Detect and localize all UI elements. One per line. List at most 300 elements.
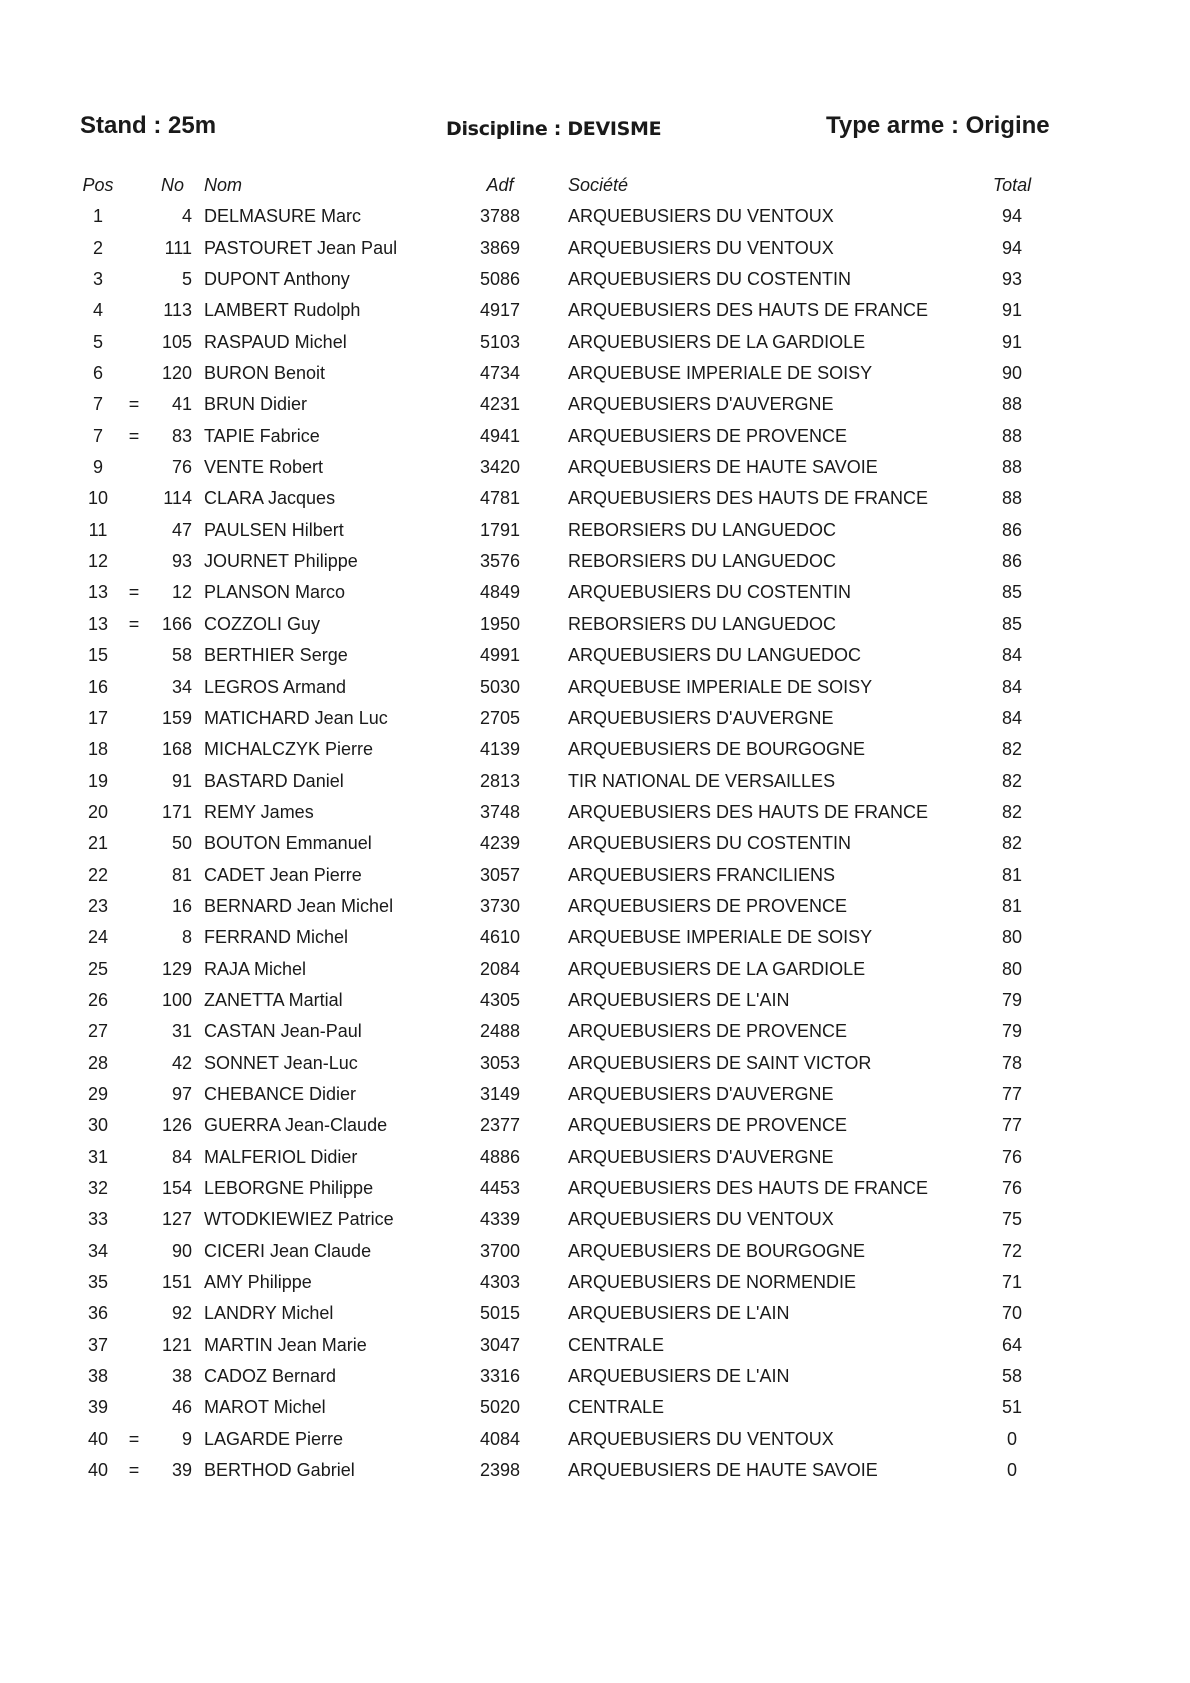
cell-total: 84 bbox=[1001, 676, 1023, 697]
cell-total: 77 bbox=[1001, 1083, 1023, 1104]
column-header-total: Total bbox=[992, 175, 1032, 195]
cell-societe: ARQUEBUSIERS FRANCILIENS bbox=[568, 864, 836, 885]
cell-total: 82 bbox=[1001, 801, 1023, 822]
table-row bbox=[0, 1048, 1190, 1079]
cell-total: 75 bbox=[1001, 1209, 1023, 1230]
cell-nom: MARTIN Jean Marie bbox=[204, 1334, 367, 1355]
cell-tie-marker: = bbox=[128, 394, 140, 415]
cell-nom: DELMASURE Marc bbox=[204, 206, 362, 227]
cell-no: 42 bbox=[171, 1052, 192, 1073]
table-row bbox=[0, 546, 1190, 577]
cell-adf: 4991 bbox=[479, 645, 521, 666]
table-row bbox=[0, 609, 1190, 640]
cell-societe: ARQUEBUSIERS DES HAUTS DE FRANCE bbox=[568, 801, 929, 822]
cell-total: 76 bbox=[1001, 1178, 1023, 1198]
cell-societe: CENTRALE bbox=[568, 1334, 665, 1355]
cell-no: 159 bbox=[161, 707, 192, 728]
cell-no: 9 bbox=[181, 1428, 192, 1449]
cell-total: 51 bbox=[1001, 1397, 1023, 1418]
cell-no: 50 bbox=[171, 833, 192, 854]
cell-no: 100 bbox=[161, 989, 192, 1010]
cell-total: 58 bbox=[1001, 1366, 1023, 1387]
cell-societe: ARQUEBUSIERS D'AUVERGNE bbox=[568, 1146, 834, 1167]
cell-nom: MALFERIOL Didier bbox=[204, 1146, 358, 1167]
table-row bbox=[0, 734, 1190, 765]
cell-societe: REBORSIERS DU LANGUEDOC bbox=[568, 613, 837, 634]
cell-adf: 5086 bbox=[479, 269, 521, 290]
cell-societe: REBORSIERS DU LANGUEDOC bbox=[568, 551, 837, 572]
cell-adf: 4305 bbox=[479, 989, 521, 1010]
table-row bbox=[0, 389, 1190, 420]
cell-nom: TAPIE Fabrice bbox=[204, 425, 320, 446]
weapon-type-title: Type arme : Origine bbox=[826, 112, 1050, 139]
cell-adf: 2398 bbox=[479, 1460, 521, 1481]
cell-no: 120 bbox=[161, 363, 192, 384]
cell-total: 80 bbox=[1001, 927, 1023, 948]
cell-total: 86 bbox=[1001, 551, 1023, 572]
table-row bbox=[0, 1204, 1190, 1235]
cell-no: 83 bbox=[171, 425, 192, 446]
cell-pos: 21 bbox=[87, 833, 109, 854]
cell-no: 81 bbox=[171, 864, 192, 885]
cell-adf: 5030 bbox=[479, 676, 521, 697]
cell-societe: ARQUEBUSIERS D'AUVERGNE bbox=[568, 1083, 834, 1104]
cell-adf: 1791 bbox=[479, 519, 521, 540]
cell-societe: ARQUEBUSIERS D'AUVERGNE bbox=[568, 394, 834, 415]
cell-no: 76 bbox=[171, 457, 192, 478]
table-row bbox=[0, 295, 1190, 326]
cell-adf: 3420 bbox=[479, 457, 521, 478]
cell-no: 113 bbox=[163, 300, 192, 321]
cell-societe: ARQUEBUSIERS DU VENTOUX bbox=[568, 1209, 834, 1230]
cell-pos: 12 bbox=[87, 551, 109, 572]
cell-pos: 24 bbox=[87, 927, 109, 948]
cell-adf: 4084 bbox=[479, 1428, 521, 1449]
cell-societe: ARQUEBUSIERS DE BOURGOGNE bbox=[568, 739, 866, 760]
table-row bbox=[0, 703, 1190, 734]
cell-adf: 5015 bbox=[479, 1303, 521, 1324]
cell-total: 82 bbox=[1001, 739, 1023, 760]
cell-pos: 4 bbox=[92, 300, 103, 321]
cell-nom: COZZOLI Guy bbox=[204, 613, 321, 634]
cell-adf: 3047 bbox=[479, 1334, 521, 1355]
cell-no: 47 bbox=[171, 519, 192, 540]
cell-total: 81 bbox=[1001, 895, 1023, 916]
cell-nom: LEGROS Armand bbox=[204, 676, 347, 697]
cell-pos: 11 bbox=[88, 519, 108, 540]
cell-nom: MICHALCZYK Pierre bbox=[204, 739, 374, 760]
cell-adf: 1950 bbox=[479, 613, 521, 634]
cell-nom: BERTHOD Gabriel bbox=[204, 1460, 355, 1481]
cell-nom: BERNARD Jean Michel bbox=[204, 895, 394, 916]
cell-total: 82 bbox=[1001, 833, 1023, 854]
cell-nom: PASTOURET Jean Paul bbox=[204, 237, 398, 258]
table-row bbox=[0, 640, 1190, 671]
cell-adf: 2705 bbox=[479, 707, 521, 728]
cell-nom: BRUN Didier bbox=[204, 394, 308, 415]
cell-adf: 4734 bbox=[479, 363, 521, 384]
cell-nom: CADOZ Bernard bbox=[204, 1366, 337, 1387]
table-row bbox=[0, 1424, 1190, 1455]
cell-total: 0 bbox=[1006, 1460, 1017, 1481]
cell-societe: ARQUEBUSIERS DE L'AIN bbox=[568, 989, 790, 1010]
cell-adf: 4231 bbox=[479, 394, 521, 415]
cell-pos: 30 bbox=[87, 1115, 109, 1136]
cell-societe: ARQUEBUSIERS DE PROVENCE bbox=[568, 895, 848, 916]
table-row bbox=[0, 1455, 1190, 1486]
cell-total: 71 bbox=[1001, 1272, 1023, 1293]
cell-nom: LANDRY Michel bbox=[204, 1303, 334, 1324]
table-row bbox=[0, 1298, 1190, 1329]
cell-total: 81 bbox=[1001, 864, 1023, 885]
table-row bbox=[0, 233, 1190, 264]
cell-no: 38 bbox=[171, 1366, 192, 1387]
column-header-no: No bbox=[160, 175, 184, 195]
cell-total: 82 bbox=[1001, 770, 1023, 791]
cell-nom: BURON Benoit bbox=[204, 363, 326, 384]
cell-societe: REBORSIERS DU LANGUEDOC bbox=[568, 519, 837, 540]
cell-nom: CADET Jean Pierre bbox=[204, 864, 362, 885]
cell-no: 166 bbox=[161, 613, 192, 634]
column-header-nom: Nom bbox=[204, 175, 243, 195]
cell-nom: FERRAND Michel bbox=[204, 927, 349, 948]
cell-adf: 4917 bbox=[479, 300, 521, 321]
cell-adf: 3748 bbox=[479, 801, 521, 822]
cell-societe: ARQUEBUSIERS DU LANGUEDOC bbox=[568, 645, 862, 666]
cell-total: 85 bbox=[1001, 613, 1023, 634]
cell-societe: CENTRALE bbox=[568, 1397, 665, 1418]
cell-no: 154 bbox=[161, 1178, 192, 1198]
cell-pos: 31 bbox=[87, 1146, 109, 1167]
cell-total: 78 bbox=[1001, 1052, 1023, 1073]
cell-no: 91 bbox=[171, 770, 192, 791]
cell-nom: WTODKIEWIEZ Patrice bbox=[204, 1209, 394, 1230]
cell-societe: ARQUEBUSIERS DU COSTENTIN bbox=[568, 582, 852, 603]
cell-nom: MAROT Michel bbox=[204, 1397, 326, 1418]
cell-societe: ARQUEBUSIERS DU VENTOUX bbox=[568, 206, 834, 227]
table-row bbox=[0, 577, 1190, 608]
table-row bbox=[0, 922, 1190, 953]
cell-societe: TIR NATIONAL DE VERSAILLES bbox=[568, 770, 836, 791]
cell-adf: 3149 bbox=[479, 1083, 521, 1104]
cell-total: 70 bbox=[1001, 1303, 1023, 1324]
cell-pos: 40 bbox=[87, 1428, 109, 1449]
cell-adf: 2813 bbox=[479, 770, 521, 791]
cell-nom: CLARA Jacques bbox=[204, 488, 336, 509]
cell-tie-marker: = bbox=[128, 1428, 140, 1449]
cell-societe: ARQUEBUSIERS DE BOURGOGNE bbox=[568, 1240, 866, 1261]
table-row bbox=[0, 483, 1190, 514]
cell-nom: LAMBERT Rudolph bbox=[204, 300, 361, 321]
column-header-pos: Pos bbox=[82, 175, 114, 195]
cell-no: 31 bbox=[171, 1021, 192, 1042]
cell-total: 84 bbox=[1001, 707, 1023, 728]
cell-total: 90 bbox=[1001, 363, 1023, 384]
cell-total: 76 bbox=[1001, 1146, 1023, 1167]
cell-no: 127 bbox=[161, 1209, 192, 1230]
cell-nom: AMY Philippe bbox=[204, 1272, 312, 1293]
cell-pos: 28 bbox=[87, 1052, 109, 1073]
cell-no: 92 bbox=[171, 1303, 192, 1324]
table-row bbox=[0, 358, 1190, 389]
cell-adf: 5020 bbox=[479, 1397, 521, 1418]
cell-adf: 2377 bbox=[479, 1115, 521, 1136]
cell-pos: 26 bbox=[87, 989, 109, 1010]
cell-societe: ARQUEBUSIERS DES HAUTS DE FRANCE bbox=[568, 488, 929, 509]
cell-pos: 13 bbox=[87, 613, 109, 634]
cell-pos: 10 bbox=[87, 488, 109, 509]
cell-nom: REMY James bbox=[204, 801, 314, 822]
cell-no: 84 bbox=[171, 1146, 192, 1167]
cell-nom: BOUTON Emmanuel bbox=[204, 833, 372, 854]
cell-no: 151 bbox=[161, 1272, 192, 1293]
cell-societe: ARQUEBUSIERS DU COSTENTIN bbox=[568, 269, 852, 290]
cell-total: 91 bbox=[1001, 300, 1023, 321]
cell-pos: 2 bbox=[92, 237, 103, 258]
cell-adf: 3869 bbox=[479, 237, 521, 258]
cell-pos: 40 bbox=[87, 1460, 109, 1481]
cell-societe: ARQUEBUSE IMPERIALE DE SOISY bbox=[568, 927, 873, 948]
cell-nom: CASTAN Jean-Paul bbox=[204, 1021, 362, 1042]
cell-tie-marker: = bbox=[128, 582, 140, 603]
cell-total: 86 bbox=[1001, 519, 1023, 540]
cell-nom: RAJA Michel bbox=[204, 958, 307, 979]
cell-pos: 38 bbox=[87, 1366, 109, 1387]
cell-adf: 4941 bbox=[479, 425, 521, 446]
cell-adf: 3057 bbox=[479, 864, 521, 885]
table-row bbox=[0, 201, 1190, 232]
cell-adf: 4339 bbox=[479, 1209, 521, 1230]
table-row bbox=[0, 891, 1190, 922]
table-row bbox=[0, 985, 1190, 1016]
cell-adf: 3700 bbox=[479, 1240, 521, 1261]
table-row bbox=[0, 1142, 1190, 1173]
cell-tie-marker: = bbox=[128, 1460, 140, 1481]
cell-adf: 3788 bbox=[479, 206, 521, 227]
cell-adf: 4239 bbox=[479, 833, 521, 854]
cell-pos: 15 bbox=[87, 645, 109, 666]
cell-adf: 3730 bbox=[479, 895, 521, 916]
cell-pos: 23 bbox=[87, 895, 109, 916]
table-row bbox=[0, 1330, 1190, 1361]
cell-pos: 35 bbox=[87, 1272, 109, 1293]
cell-total: 72 bbox=[1001, 1240, 1023, 1261]
cell-societe: ARQUEBUSIERS DE NORMENDIE bbox=[568, 1272, 857, 1293]
cell-pos: 36 bbox=[87, 1303, 109, 1324]
cell-pos: 27 bbox=[87, 1021, 109, 1042]
cell-no: 111 bbox=[164, 237, 192, 258]
results-table bbox=[0, 170, 1190, 1486]
cell-societe: ARQUEBUSIERS DES HAUTS DE FRANCE bbox=[568, 300, 929, 321]
cell-adf: 4303 bbox=[479, 1272, 521, 1293]
cell-pos: 18 bbox=[87, 739, 109, 760]
cell-nom: LEBORGNE Philippe bbox=[204, 1178, 374, 1198]
cell-total: 79 bbox=[1001, 1021, 1023, 1042]
cell-pos: 1 bbox=[92, 206, 103, 227]
cell-pos: 16 bbox=[87, 676, 109, 697]
cell-no: 41 bbox=[171, 394, 192, 415]
cell-pos: 7 bbox=[92, 394, 103, 415]
cell-total: 88 bbox=[1001, 457, 1023, 478]
cell-nom: BERTHIER Serge bbox=[204, 645, 348, 666]
cell-pos: 6 bbox=[92, 363, 103, 384]
page-header bbox=[0, 112, 1190, 152]
cell-no: 168 bbox=[161, 739, 192, 760]
cell-no: 12 bbox=[171, 582, 192, 603]
cell-pos: 22 bbox=[87, 864, 109, 885]
cell-societe: ARQUEBUSIERS D'AUVERGNE bbox=[568, 707, 834, 728]
cell-pos: 3 bbox=[92, 269, 103, 290]
discipline-title: Discipline : DEVISME bbox=[446, 118, 662, 140]
cell-nom: PAULSEN Hilbert bbox=[204, 519, 344, 540]
table-row bbox=[0, 828, 1190, 859]
cell-societe: ARQUEBUSIERS DU COSTENTIN bbox=[568, 833, 852, 854]
cell-societe: ARQUEBUSE IMPERIALE DE SOISY bbox=[568, 676, 873, 697]
cell-adf: 5103 bbox=[479, 331, 521, 352]
cell-societe: ARQUEBUSIERS DE PROVENCE bbox=[568, 1115, 848, 1136]
cell-societe: ARQUEBUSIERS DE HAUTE SAVOIE bbox=[568, 1460, 878, 1481]
cell-adf: 3576 bbox=[479, 551, 521, 572]
cell-adf: 3316 bbox=[479, 1366, 521, 1387]
cell-total: 77 bbox=[1001, 1115, 1023, 1136]
table-row bbox=[0, 1236, 1190, 1267]
cell-total: 94 bbox=[1001, 206, 1023, 227]
cell-adf: 4886 bbox=[479, 1146, 521, 1167]
cell-total: 80 bbox=[1001, 958, 1023, 979]
cell-total: 85 bbox=[1001, 582, 1023, 603]
cell-pos: 19 bbox=[87, 770, 109, 791]
table-row bbox=[0, 1110, 1190, 1141]
column-header-adf: Adf bbox=[486, 175, 514, 195]
cell-no: 129 bbox=[161, 958, 192, 979]
cell-societe: ARQUEBUSIERS DE PROVENCE bbox=[568, 425, 848, 446]
cell-no: 97 bbox=[171, 1083, 192, 1104]
cell-societe: ARQUEBUSE IMPERIALE DE SOISY bbox=[568, 363, 873, 384]
cell-no: 5 bbox=[181, 269, 192, 290]
cell-nom: PLANSON Marco bbox=[204, 582, 346, 603]
cell-pos: 33 bbox=[87, 1209, 109, 1230]
cell-pos: 34 bbox=[87, 1240, 109, 1261]
cell-no: 58 bbox=[171, 645, 192, 666]
table-row bbox=[0, 327, 1190, 358]
cell-total: 94 bbox=[1001, 237, 1023, 258]
table-row bbox=[0, 452, 1190, 483]
cell-tie-marker: = bbox=[128, 425, 140, 446]
cell-adf: 3053 bbox=[479, 1052, 521, 1073]
cell-nom: SONNET Jean-Luc bbox=[204, 1052, 358, 1073]
cell-pos: 17 bbox=[87, 707, 109, 728]
cell-adf: 2488 bbox=[479, 1021, 521, 1042]
cell-total: 93 bbox=[1001, 269, 1023, 290]
cell-pos: 5 bbox=[92, 331, 103, 352]
cell-nom: LAGARDE Pierre bbox=[204, 1428, 344, 1449]
cell-total: 88 bbox=[1001, 488, 1023, 509]
cell-no: 114 bbox=[163, 488, 192, 509]
cell-total: 88 bbox=[1001, 394, 1023, 415]
cell-adf: 4139 bbox=[479, 739, 521, 760]
table-row bbox=[0, 1267, 1190, 1298]
table-row bbox=[0, 1016, 1190, 1047]
cell-pos: 20 bbox=[87, 801, 109, 822]
cell-adf: 4453 bbox=[479, 1178, 521, 1198]
cell-no: 8 bbox=[181, 927, 192, 948]
table-row bbox=[0, 1173, 1190, 1204]
cell-societe: ARQUEBUSIERS DE PROVENCE bbox=[568, 1021, 848, 1042]
cell-pos: 32 bbox=[87, 1178, 109, 1198]
table-row bbox=[0, 1079, 1190, 1110]
cell-nom: ZANETTA Martial bbox=[204, 989, 343, 1010]
cell-pos: 39 bbox=[87, 1397, 109, 1418]
cell-adf: 4849 bbox=[479, 582, 521, 603]
cell-societe: ARQUEBUSIERS DE HAUTE SAVOIE bbox=[568, 457, 878, 478]
table-row bbox=[0, 672, 1190, 703]
cell-total: 79 bbox=[1001, 989, 1023, 1010]
cell-tie-marker: = bbox=[128, 613, 140, 634]
cell-pos: 7 bbox=[92, 425, 103, 446]
cell-total: 91 bbox=[1001, 331, 1023, 352]
cell-no: 126 bbox=[161, 1115, 192, 1136]
cell-nom: JOURNET Philippe bbox=[204, 551, 358, 572]
table-row bbox=[0, 1392, 1190, 1423]
cell-no: 105 bbox=[161, 331, 192, 352]
cell-adf: 4610 bbox=[479, 927, 521, 948]
cell-pos: 29 bbox=[87, 1083, 109, 1104]
cell-societe: ARQUEBUSIERS DE SAINT VICTOR bbox=[568, 1052, 872, 1073]
cell-societe: ARQUEBUSIERS DE L'AIN bbox=[568, 1366, 790, 1387]
cell-pos: 25 bbox=[87, 958, 109, 979]
table-row bbox=[0, 860, 1190, 891]
table-row bbox=[0, 797, 1190, 828]
stand-title: Stand : 25m bbox=[80, 112, 217, 139]
cell-adf: 4781 bbox=[479, 488, 521, 509]
cell-nom: CICERI Jean Claude bbox=[204, 1240, 372, 1261]
cell-no: 90 bbox=[171, 1240, 192, 1261]
cell-societe: ARQUEBUSIERS DU VENTOUX bbox=[568, 237, 834, 258]
cell-societe: ARQUEBUSIERS DU VENTOUX bbox=[568, 1428, 834, 1449]
cell-nom: VENTE Robert bbox=[204, 457, 324, 478]
cell-total: 0 bbox=[1006, 1428, 1017, 1449]
cell-no: 93 bbox=[171, 551, 192, 572]
cell-pos: 9 bbox=[92, 457, 103, 478]
cell-no: 46 bbox=[171, 1397, 192, 1418]
cell-nom: DUPONT Anthony bbox=[204, 269, 350, 290]
cell-no: 34 bbox=[171, 676, 192, 697]
table-row bbox=[0, 766, 1190, 797]
cell-total: 84 bbox=[1001, 645, 1023, 666]
cell-no: 16 bbox=[171, 895, 192, 916]
cell-nom: RASPAUD Michel bbox=[204, 331, 347, 352]
table-row bbox=[0, 515, 1190, 546]
cell-nom: GUERRA Jean-Claude bbox=[204, 1115, 388, 1136]
table-row bbox=[0, 954, 1190, 985]
cell-pos: 13 bbox=[87, 582, 109, 603]
cell-no: 4 bbox=[181, 206, 192, 227]
table-row bbox=[0, 264, 1190, 295]
cell-societe: ARQUEBUSIERS DE L'AIN bbox=[568, 1303, 790, 1324]
cell-societe: ARQUEBUSIERS DES HAUTS DE FRANCE bbox=[568, 1178, 929, 1198]
cell-total: 88 bbox=[1001, 425, 1023, 446]
cell-pos: 37 bbox=[87, 1334, 109, 1355]
cell-no: 171 bbox=[161, 801, 192, 822]
cell-adf: 2084 bbox=[479, 958, 521, 979]
cell-no: 39 bbox=[171, 1460, 192, 1481]
cell-societe: ARQUEBUSIERS DE LA GARDIOLE bbox=[568, 958, 866, 979]
column-header-societe: Société bbox=[568, 175, 629, 195]
table-header-row bbox=[0, 170, 1190, 201]
table-row bbox=[0, 1361, 1190, 1392]
cell-total: 64 bbox=[1001, 1334, 1023, 1355]
cell-nom: MATICHARD Jean Luc bbox=[204, 707, 388, 728]
